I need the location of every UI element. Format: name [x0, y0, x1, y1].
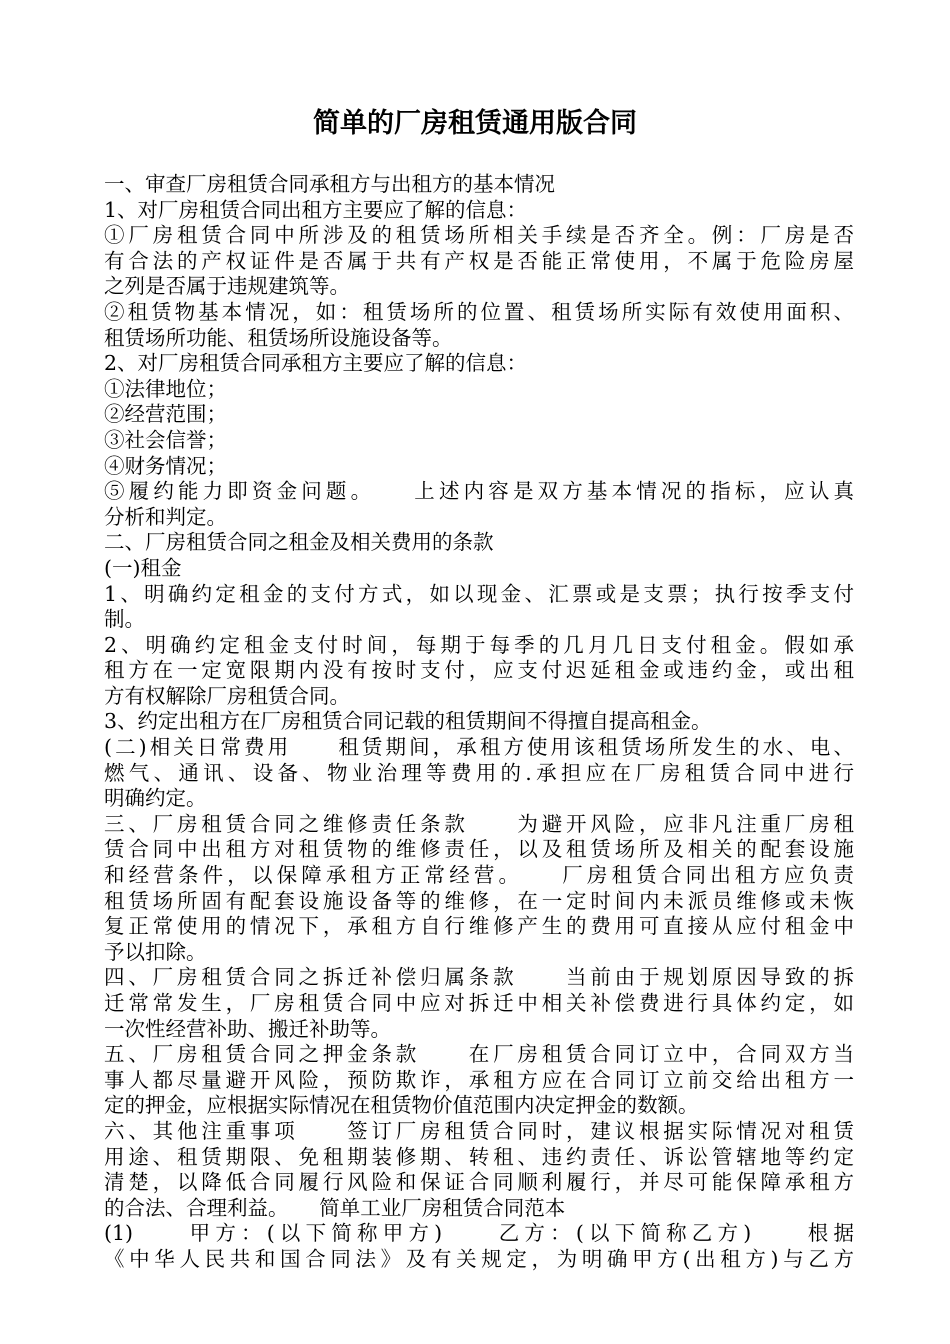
- body-line: 定的押金，应根据实际情况在租赁物价值范围内决定押金的数额。: [104, 1093, 699, 1118]
- document-body: [104, 172, 854, 1273]
- body-line: ③社会信誉；: [104, 427, 227, 452]
- body-line: 3、约定出租方在厂房租赁合同记载的租赁期间不得擅自提高租金。: [104, 709, 712, 734]
- body-line: 和经营条件，以保障承租方正常经营。 厂房租赁合同出租方应负责: [104, 863, 854, 888]
- body-line: 二、厂房租赁合同之租金及相关费用的条款: [104, 530, 494, 555]
- body-line: 租赁场所固有配套设施设备等的维修，在一定时间内未派员维修或未恢: [104, 888, 854, 913]
- body-line: 燃气、通讯、设备、物业治理等费用的.承担应在厂房租赁合同中进行: [104, 760, 854, 785]
- body-line: 一、审查厂房租赁合同承租方与出租方的基本情况: [104, 172, 555, 196]
- body-line: 之列是否属于违规建筑等。: [104, 274, 350, 299]
- body-line: 制。: [104, 607, 145, 632]
- body-line: ①法律地位；: [104, 376, 227, 401]
- body-line: 明确约定。: [104, 786, 207, 811]
- body-line: ①厂房租赁合同中所涉及的租赁场所相关手续是否齐全。例：厂房是否: [104, 223, 854, 248]
- body-line: 方有权解除厂房租赁合同。: [104, 683, 350, 708]
- body-line: ②租赁物基本情况，如：租赁场所的位置、租赁场所实际有效使用面积、: [104, 299, 854, 324]
- body-line: 租方在一定宽限期内没有按时支付，应支付迟延租金或违约金，或出租: [104, 658, 854, 683]
- body-line: (二)相关日常费用 租赁期间，承租方使用该租赁场所发生的水、电、: [104, 735, 854, 760]
- body-line: 五、厂房租赁合同之押金条款 在厂房租赁合同订立中，合同双方当: [104, 1042, 854, 1067]
- body-line: 四、厂房租赁合同之拆迁补偿归属条款 当前由于规划原因导致的拆: [104, 965, 854, 990]
- body-line: 予以扣除。: [104, 939, 207, 964]
- body-line: 分析和判定。: [104, 504, 227, 529]
- body-line: (一)租金: [104, 555, 182, 580]
- body-line: 复正常使用的情况下，承租方自行维修产生的费用可直接从应付租金中: [104, 914, 854, 939]
- body-line: 赁合同中出租方对租赁物的维修责任，以及租赁场所及相关的配套设施: [104, 837, 854, 862]
- body-line: 有合法的产权证件是否属于共有产权是否能正常使用，不属于危险房屋: [104, 248, 854, 273]
- body-line: 2、明确约定租金支付时间，每期于每季的几月几日支付租金。假如承: [104, 632, 854, 657]
- body-line: 用途、租赁期限、免租期装修期、转租、违约责任、诉讼管辖地等约定: [104, 1144, 854, 1169]
- body-line: 清楚，以降低合同履行风险和保证合同顺利履行，并尽可能保障承租方: [104, 1170, 854, 1195]
- body-line: 1、对厂房租赁合同出租方主要应了解的信息：: [104, 197, 528, 222]
- body-line: 1、明确约定租金的支付方式，如以现金、汇票或是支票；执行按季支付: [104, 581, 854, 606]
- body-line: 租赁场所功能、租赁场所设施设备等。: [104, 325, 453, 350]
- body-line: (1) 甲方：(以下简称甲方) 乙方：(以下简称乙方) 根据: [104, 1221, 854, 1246]
- body-line: ②经营范围；: [104, 402, 227, 427]
- body-line: ⑤履约能力即资金问题。 上述内容是双方基本情况的指标，应认真: [104, 479, 854, 504]
- body-line: 六、其他注重事项 签订厂房租赁合同时，建议根据实际情况对租赁: [104, 1118, 854, 1143]
- body-line: ④财务情况；: [104, 453, 227, 478]
- body-line: 《中华人民共和国合同法》及有关规定，为明确甲方(出租方)与乙方: [104, 1246, 854, 1271]
- body-line: 2、对厂房租赁合同承租方主要应了解的信息：: [104, 351, 528, 376]
- body-line: 事人都尽量避开风险，预防欺诈，承租方应在合同订立前交给出租方一: [104, 1067, 854, 1092]
- body-line: 的合法、合理利益。 简单工业厂房租赁合同范本: [104, 1195, 566, 1220]
- body-line: 一次性经营补助、搬迁补助等。: [104, 1016, 391, 1041]
- document-title: 简单的厂房租赁通用版合同: [313, 108, 637, 139]
- body-line: 迁常常发生，厂房租赁合同中应对拆迁中相关补偿费进行具体约定，如: [104, 991, 854, 1015]
- body-line: 三、厂房租赁合同之维修责任条款 为避开风险，应非凡注重厂房租: [104, 811, 854, 836]
